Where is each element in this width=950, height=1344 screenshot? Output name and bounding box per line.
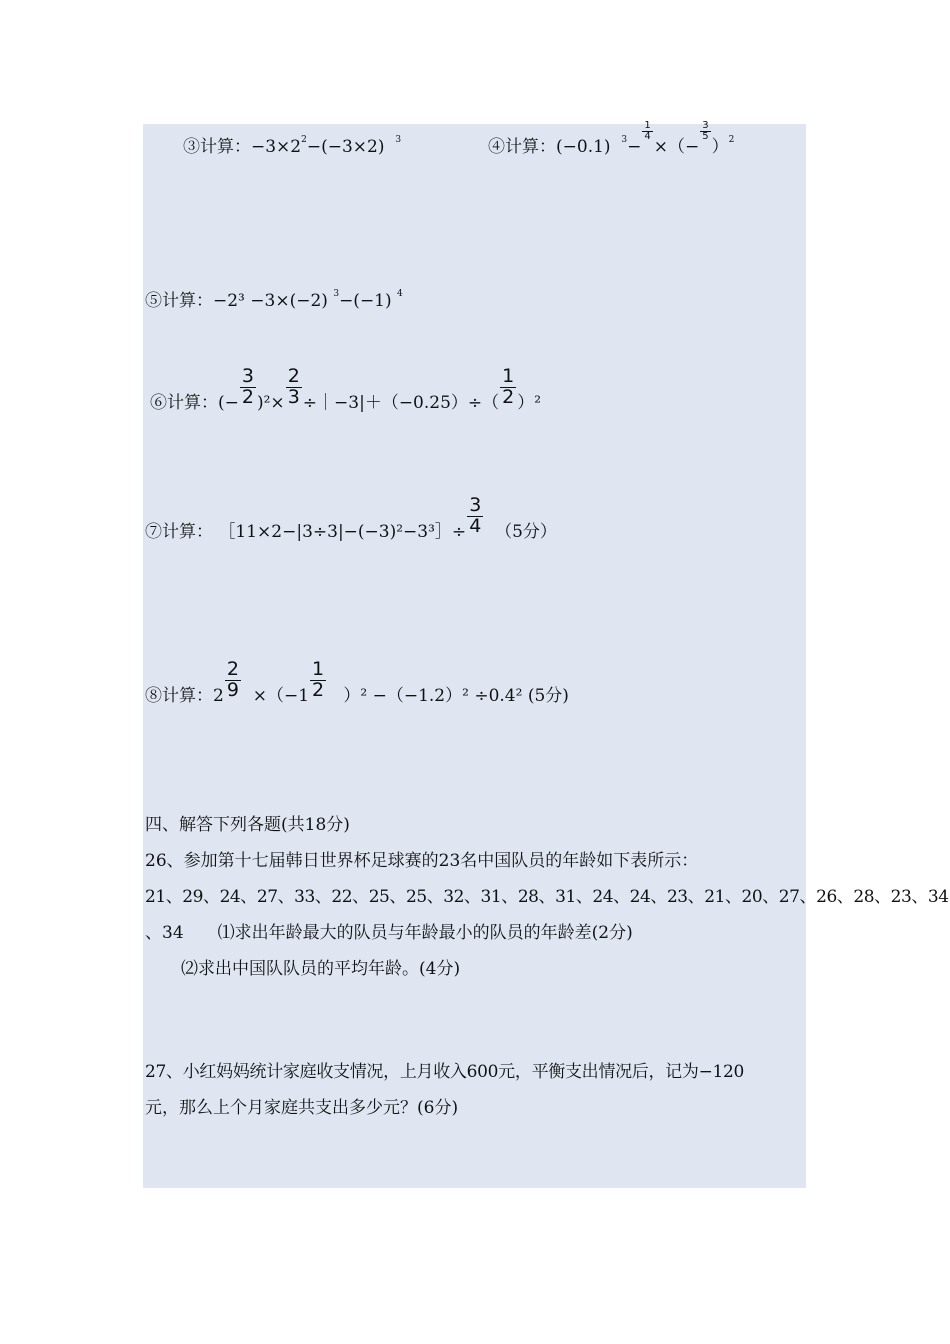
problem-6: ⑥计算：(− $\frac{3}{2}$ )²× $\frac{2}{3}$ ÷｜−3|＋（−0.25）÷（ $\frac{1}{2}$ ）² [150,365,542,413]
problem-8: ⑧计算：2 $\frac{2}{9}$ ×（−1 $\frac{1}{2}$ ）² −（−1.2）² ÷0.4² (5分) [145,658,569,706]
fraction: $\frac{1}{2}$ [312,658,325,701]
fraction: $\frac{3}{5}$ [702,119,709,142]
question-27-line-2: 元，那么上个月家庭共支出多少元？(6分) [145,1098,459,1118]
question-26-line-1: 26、参加第十七届韩日世界杯足球赛的23名中国队员的年龄如下表所示： [145,851,699,871]
question-27-line-1: 27、小红妈妈统计家庭收支情况，上月收入600元，平衡支出情况后，记为−120 [145,1062,745,1082]
problem-7: ⑦计算： ［11×2−|3÷3|−(−3)²−3³］÷ $\frac{3}{4}$ （5分） [145,494,557,542]
section-heading: 四、解答下列各题(共18分) [145,815,350,835]
fraction: $\frac{3}{4}$ [469,494,482,537]
problem-4: ④计算：(−0.1) $^3$− $\frac{1}{4}$ ×（− $\frac{3}{5}$ ）$^2$ [488,119,735,157]
problem-5: ⑤计算：−2³ −3×(−2) $^3$−(−1) $^4$ [145,289,403,311]
question-26-line-4: ⑵求出中国队队员的平均年龄。(4分) [181,959,461,979]
fraction: $\frac{1}{4}$ [644,119,651,142]
question-26-line-2: 21、29、24、27、33、22、25、25、32、31、28、31、24、24、23、21、20、27、26、28、23、34 [145,887,949,907]
fraction: $\frac{1}{2}$ [502,365,515,408]
fraction: $\frac{2}{3}$ [287,365,300,408]
fraction: $\frac{3}{2}$ [241,365,254,408]
fraction: $\frac{2}{9}$ [226,658,239,701]
question-26-line-3: 、34 ⑴求出年龄最大的队员与年龄最小的队员的年龄差(2分) [145,923,633,943]
content-panel [143,119,806,1188]
problem-3: ③计算：$-3\times 2^2-(-3\times 2)$ $^3$ [183,135,402,157]
